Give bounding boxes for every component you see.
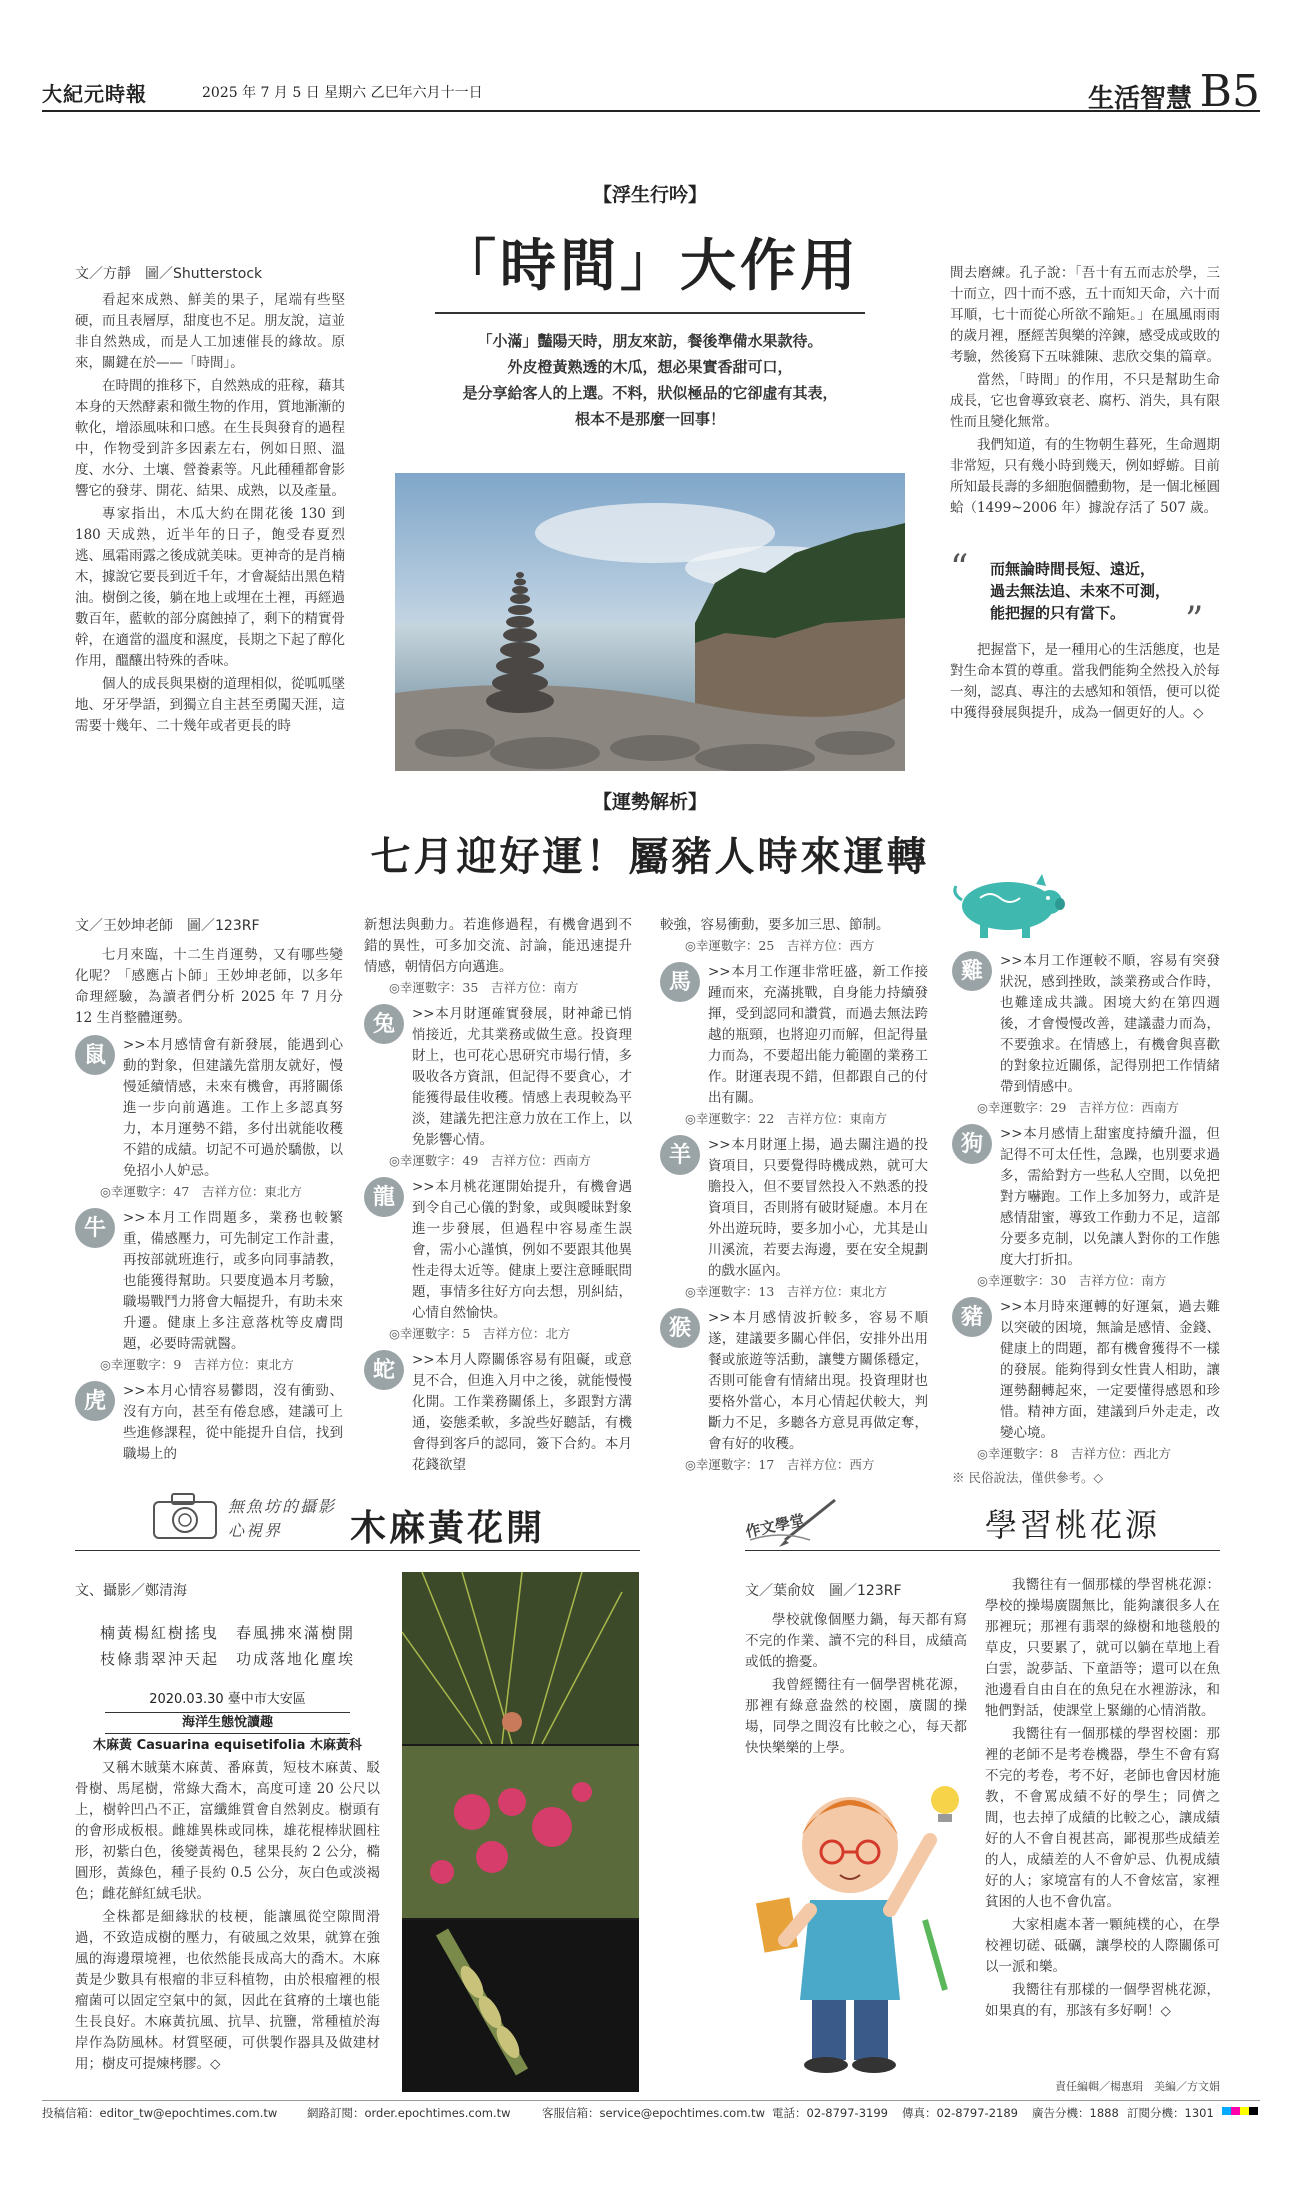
- pig-illustration-icon: [950, 868, 1070, 940]
- sign-tiger: [75, 1381, 343, 1465]
- paragraph: 大家相處本著一顆純樸的心，在學校裡切磋、砥礪，讓學校的人際關係可以一派和樂。: [985, 1917, 1220, 1975]
- zodiac-badge: 雞: [952, 951, 992, 991]
- article2-col1: [75, 915, 343, 1465]
- editor-credits: 責任編輯／楊惠琄 美編／方文娟: [1055, 2080, 1220, 2093]
- sign-goat: [660, 1135, 928, 1282]
- issue-date: 2025 年 7 月 5 日 星期六 乙巳年六月十一日: [202, 85, 483, 101]
- order-link[interactable]: 網路訂閱：order.epochtimes.com.tw: [307, 2106, 511, 2120]
- sign-monkey: [660, 1308, 928, 1455]
- service-email[interactable]: 客服信箱：service@epochtimes.com.tw: [542, 2106, 765, 2120]
- sign-rat: [75, 1035, 343, 1182]
- phone-number: 電話：02-8797-3199: [772, 2106, 888, 2120]
- stacked-stones-photo: [395, 473, 905, 771]
- lucky-info: ◎幸運數字：29 吉祥方位：西南方: [977, 1100, 1179, 1115]
- lucky-info: ◎幸運數字：8 吉祥方位：西北方: [977, 1446, 1171, 1461]
- fax-number: 傳真：02-8797-2189: [902, 2106, 1018, 2120]
- sign-text: >>本月心情容易鬱悶，沒有衝勁、沒有方向，甚至有倦怠感，建議可上些進修課程，從中能提升自信，找到職場上的: [123, 1383, 343, 1462]
- lucky-info: ◎幸運數字：22 吉祥方位：東南方: [685, 1111, 887, 1126]
- article3-column-name: 無魚坊的攝影心視界: [228, 1497, 337, 1540]
- article4-rule: [745, 1550, 1220, 1551]
- paragraph: 新想法與動力。若進修過程，有機會遇到不錯的異性，可多加交流、討論，能迅速提升情感，朝情侶方向邁進。: [364, 917, 632, 975]
- paragraph: 在時間的推移下，自然熟成的莊稼，藉其本身的天然酵素和微生物的作用，質地漸漸的軟化，增添風味和口感。在生長與發育的過程中，作物受到許多因素左右，例如日照、溫度、水分、土壤、營養素等。凡此種種都會影響它的發芽、開花、結果、成熟，以及產量。: [75, 378, 345, 499]
- article4-right-column: [985, 1575, 1220, 2022]
- paragraph: 間去磨練。孔子說：「吾十有五而志於學，三十而立，四十而不惑，五十而知天命，六十而耳順，七十而從心所欲不踰矩。」在風風雨雨的歲月裡，歷經苦與樂的淬鍊，感受成或敗的考驗，然後寫下五味雜陳、悲欣交集的篇章。: [950, 265, 1220, 365]
- quote-line: 能把握的只有當下。: [990, 604, 1126, 622]
- lucky-info: ◎幸運數字：9 吉祥方位：東北方: [100, 1357, 294, 1372]
- camera-icon: [150, 1490, 220, 1542]
- sign-rooster: [952, 951, 1220, 1098]
- caption-line: 木麻黃 Casuarina equisetifolia 木麻黃科: [93, 1738, 362, 1753]
- sign-text: >>本月人際關係容易有阻礙，或意見不合，但進入月中之後，就能慢慢化開。工作業務關係上，多跟對方溝通，姿態柔軟，多說些好聽話，有機會得到客戶的認同，簽下合約。本月花錢欲望: [412, 1352, 632, 1473]
- poem-line: 楠黃楊紅樹搖曳 春風拂來滿樹開: [99, 1624, 355, 1642]
- article1-byline: 文／方靜 圖／Shutterstock: [75, 266, 263, 282]
- zodiac-badge: 羊: [660, 1135, 700, 1175]
- lead-line: 根本不是那麼一回事！: [574, 410, 725, 428]
- sign-pig: [952, 1297, 1220, 1444]
- sign-text: >>本月感情波折較多，容易不順遂，建議要多關心伴侶，安排外出用餐或旅遊等活動，讓雙方關係穩定，否則可能會有情緒出現。投資理財也要格外當心，本月心情起伏較大，判斷力不足，多聽各方意見再做定奪，會有好的收穫。: [708, 1310, 928, 1452]
- paragraph: 又稱木賊葉木麻黃、番麻黃，短枝木麻黃、駁骨樹、馬尾樹，常綠大喬木，高度可達 20 公尺以上，樹幹凹凸不正，富纖維質會自然剝皮。樹頭有的會形成板根。雌雄異株或同株，雄花棍棒狀圓柱形，初紫白色，後變黃褐色，毬果長約 2 公分，橢圓形，黃綠色，種子長約 0.5 公分，灰白色或淡褐色；雌花鮮紅絨毛狀。: [75, 1760, 380, 1902]
- paragraph: 我嚮往有那樣的一個學習桃花源，如果真的有，那該有多好啊！◇: [985, 1982, 1220, 2019]
- lucky-info: ◎幸運數字：47 吉祥方位：東北方: [100, 1184, 302, 1199]
- sign-ox: [75, 1208, 343, 1355]
- sign-horse: [660, 962, 928, 1109]
- newspaper-name: 大紀元時報: [42, 82, 147, 106]
- article2-tag: 【運勢解析】: [592, 791, 707, 813]
- zodiac-badge: 牛: [75, 1208, 115, 1248]
- lucky-info: ◎幸運數字：30 吉祥方位：南方: [977, 1273, 1167, 1288]
- article3-body: [75, 1758, 380, 2075]
- article1-right-column: [950, 263, 1220, 519]
- zodiac-badge: 虎: [75, 1381, 115, 1421]
- close-quote-icon: ”: [1185, 600, 1204, 641]
- article2-col3: [660, 915, 928, 1479]
- lucky-info: ◎幸運數字：35 吉祥方位：南方: [389, 980, 579, 995]
- paragraph: 我們知道，有的生物朝生暮死，生命週期非常短，只有幾小時到幾天，例如蜉蝣。目前所知最長壽的多細胞個體動物，是一個北極圓蛤（1499~2006 年）據說存活了 507 歲。: [950, 437, 1220, 516]
- article1-title: 「時間」大作用: [440, 233, 860, 299]
- quote-line: 而無論時間長短、遠近，: [990, 560, 1156, 578]
- article2-byline: 文／王妙坤老師 圖／123RF: [75, 918, 260, 934]
- title-rule: [435, 312, 865, 314]
- sign-text: >>本月財運確實發展，財神爺已悄悄接近，尤其業務或做生意。投資理財上，也可花心思研究市場行情，多吸收各方資訊，但記得不要貪心，才能獲得最佳收穫。情感上表現較為平淡，建議先把注意力放在工作上，以免影響心情。: [412, 1006, 632, 1148]
- paragraph: 全株都是細緣狀的枝梗，能讓風從空隙間滑過，不致造成樹的壓力，有破風之效果，就算在強風的海邊環境裡，也依然能長成高大的喬木。木麻黃是少數具有根瘤的非豆科植物，由於根瘤裡的根瘤菌可以固定空氣中的氮，因此在貧瘠的土壤也能生長良好。木麻黃抗風、抗旱、抗鹽，常種植於海岸作為防風林。材質堅硬，可供製作器具及做建材用；樹皮可提煉栲膠。◇: [75, 1909, 380, 2072]
- page-footer: [42, 2100, 1260, 2120]
- article3-title: 木麻黃花開: [350, 1507, 546, 1549]
- caption-line: 2020.03.30 臺中市大安區: [149, 1692, 306, 1707]
- paragraph: 我曾經嚮往有一個學習桃花源，那裡有綠意盎然的校園，廣闊的操場，同學之間沒有比較之心，每天都快快樂樂的上學。: [745, 1677, 967, 1756]
- sign-dragon: [364, 1177, 632, 1324]
- paragraph: 專家指出，木瓜大約在開花後 130 到 180 天成熟，近半年的日子，飽受春夏烈逃、風霜雨露之後成就美味。更神奇的是肖楠木，據說它要長到近千年，才會凝結出黑色精油。樹倒之後，躺在地上或埋在土裡，再經過數百年，藍軟的部分腐蝕掉了，剩下的精實骨幹，在適當的溫度和濕度，長期之下起了醇化作用，醞釀出特殊的香味。: [75, 506, 345, 669]
- zodiac-badge: 馬: [660, 962, 700, 1002]
- zodiac-badge: 蛇: [364, 1350, 404, 1390]
- sign-snake: [364, 1350, 632, 1476]
- open-quote-icon: “: [950, 548, 969, 589]
- sign-text: >>本月財運上揚，過去關注過的投資項目，只要覺得時機成熟，就可大膽投入，但不要冒然投入不熟悉的投資項目，否則將有破財疑慮。本月在外出遊玩時，要多加小心，尤其是山川溪流，若要去海邊，要在安全規劃的戲水區內。: [708, 1137, 928, 1279]
- zodiac-badge: 鼠: [75, 1035, 115, 1075]
- caption-line: 海洋生態悅讀趣: [105, 1712, 350, 1734]
- submit-email[interactable]: 投稿信箱：editor_tw@epochtimes.com.tw: [42, 2106, 278, 2120]
- paragraph: 個人的成長與果樹的道理相似，從呱呱墜地、牙牙學語，到獨立自主甚至勇闖天涯，這需要十幾年、二十幾年或者更長的時: [75, 676, 345, 734]
- lead-line: 外皮橙黃熟透的木瓜，想必果實香甜可口，: [507, 358, 793, 376]
- article4-title: 學習桃花源: [985, 1506, 1161, 1544]
- color-registration-mark: [1222, 2107, 1258, 2115]
- masthead: [42, 66, 1260, 117]
- sign-text: >>本月感情會有新發展，能遇到心動的對象，但建議先當朋友就好，慢慢延續情感，未來有機會，再將關係進一步向前邁進。工作上多認真努力，本月運勢不錯，多付出就能收穫不錯的成績。切記不可過於驕傲，以免招小人妒忌。: [123, 1037, 343, 1179]
- zodiac-badge: 狗: [952, 1124, 992, 1164]
- student-illustration: [730, 1760, 970, 2080]
- subscription-extension: 訂閱分機：1301: [1127, 2106, 1214, 2120]
- article3-rule: [75, 1550, 640, 1551]
- zodiac-badge: 龍: [364, 1177, 404, 1217]
- zodiac-badge: 豬: [952, 1297, 992, 1337]
- poem-line: 枝條翡翠沖天起 功成落地化塵埃: [99, 1650, 355, 1668]
- disclaimer: ※ 民俗說法，僅供參考。◇: [952, 1470, 1104, 1485]
- article2-col4: [952, 945, 1220, 1492]
- sign-text: >>本月感情上甜蜜度持續升溫，但記得不可太任性，急躁，也別要求過多，需給對方一些私人空間，以免把對方嚇跑。工作上多加努力，或許是感情甜蜜，導致工作動力不足，這部分要多克制，以免讓人對你的工作態度大打折扣。: [1000, 1126, 1220, 1268]
- article1-left-column: [75, 290, 345, 737]
- article1-closing: [950, 640, 1220, 724]
- sign-text: >>本月桃花運開始提升，有機會遇到令自己心儀的對象，或與曖昧對象進一步發展，但過程中容易產生誤會，需小心謹慎，例如不要跟其他異性走得太近等。健康上要注意睡眠問題，事情多往好方向去想，別糾結，心情自然愉快。: [412, 1179, 632, 1321]
- article4-column-name: 作文學堂: [743, 1510, 807, 1542]
- sign-rabbit: [364, 1004, 632, 1151]
- poem: [75, 1620, 380, 1672]
- article1-lead: [395, 328, 905, 432]
- quote-line: 過去無法追、未來不可測，: [990, 582, 1171, 600]
- lucky-info: ◎幸運數字：13 吉祥方位：東北方: [685, 1284, 887, 1299]
- paragraph: 看起來成熟、鮮美的果子，尾端有些堅硬，而且表層厚，甜度也不足。朋友說，這並非自然熟成，而是人工加速催長的緣故。原來，關鍵在於——「時間」。: [75, 292, 345, 371]
- article3-byline: 文、攝影／鄭清海: [75, 1583, 187, 1599]
- sign-text: >>本月工作問題多，業務也較繁重，備感壓力，可先制定工作計畫，再按部就班進行，或多向同事請教，也能獲得幫助。只要度過本月考驗，職場戰鬥力將會大幅提升，有助未來升遷。健康上多注意落枕等皮膚問題，必要時需就醫。: [123, 1210, 343, 1352]
- pull-quote: [990, 558, 1210, 624]
- article4-left-column: [745, 1610, 967, 1759]
- ad-extension: 廣告分機：1888: [1032, 2106, 1119, 2120]
- article2-title: 七月迎好運！屬豬人時來運轉: [370, 833, 930, 880]
- intro-paragraph: 七月來臨，十二生肖運勢，又有哪些變化呢？「感應占卜師」王妙坤老師，以多年命理經驗，為讀者們分析 2025 年 7 月分 12 生肖整體運勢。: [75, 947, 343, 1026]
- zodiac-badge: 猴: [660, 1308, 700, 1348]
- lead-line: 是分享給客人的上選。不料，狀似極品的它卻虛有其表，: [462, 384, 838, 402]
- lead-line: 「小滿」豔陽天時，朋友來訪，餐後準備水果款待。: [477, 332, 823, 350]
- section-name: 生活智慧: [1087, 84, 1192, 114]
- lucky-info: ◎幸運數字：49 吉祥方位：西南方: [389, 1153, 591, 1168]
- paragraph: 我嚮往有一個那樣的學習校園：那裡的老師不是考卷機器，學生不會有寫不完的考卷，考不好，老師也會因材施教，不會罵成績不好的學生；同儕之間，也去掉了成績的比較之心，讓成績好的人不會自視甚高，鄙視那些成績差的人，成績差的人不會妒忌、仇視成績好的人；家境富有的人不會炫富，家裡貧困的人也不會仇富。: [985, 1726, 1220, 1910]
- lucky-info: ◎幸運數字：25 吉祥方位：西方: [685, 938, 875, 953]
- casuarina-flower-photos: [402, 1572, 639, 2092]
- article1-tag: 【浮生行吟】: [592, 184, 707, 206]
- paragraph: 較強，容易衝動，要多加三思、節制。: [660, 917, 890, 933]
- article2-col2: [364, 915, 632, 1476]
- article4-byline: 文／葉俞妏 圖／123RF: [745, 1583, 902, 1599]
- lucky-info: ◎幸運數字：5 吉祥方位：北方: [389, 1326, 571, 1341]
- page-number: B5: [1199, 66, 1260, 117]
- paragraph: 當然，「時間」的作用，不只是幫助生命成長，它也會導致衰老、腐朽、消失，具有限性而且變化無常。: [950, 372, 1220, 430]
- sign-text: >>本月工作運較不順，容易有突發狀況，感到挫敗，談業務或合作時，也難達成共識。困境大約在第四週後，才會慢慢改善，建議盡力而為，不要強求。在情感上，有機會與喜歡的對象拉近關係，記得別把工作情緒帶到情感中。: [1000, 953, 1220, 1095]
- paragraph: 學校就像個壓力鍋，每天都有寫不完的作業、讀不完的科目，成績高或低的擔憂。: [745, 1612, 967, 1670]
- paragraph: 我嚮往有一個那樣的學習桃花源：學校的操場廣闊無比，能夠讓很多人在那裡玩；那裡有翡翠的綠樹和地毯般的草皮，只要累了，就可以躺在草地上看白雲，說夢話、下童語等；還可以在魚池邊看自由自在的魚兒在水裡游泳，和牠們對話，使課堂上緊繃的心情消散。: [985, 1577, 1220, 1719]
- sign-dog: [952, 1124, 1220, 1271]
- zodiac-badge: 兔: [364, 1004, 404, 1044]
- photo-caption: [75, 1690, 380, 1756]
- sign-text: >>本月工作運非常旺盛，新工作接踵而來，充滿挑戰，自身能力持續發揮，受到認同和讚賞，而過去無法跨越的瓶頸，也將迎刃而解，但記得量力而為，不要超出能力範圍的業務工作。財運表現不錯，但都跟自己的付出有關。: [708, 964, 928, 1106]
- lucky-info: ◎幸運數字：17 吉祥方位：西方: [685, 1457, 875, 1472]
- paragraph: 把握當下，是一種用心的生活態度，也是對生命本質的尊重。當我們能夠全然投入於每一刻，認真、專注的去感知和領悟，便可以從中獲得發展與提升，成為一個更好的人。◇: [950, 642, 1220, 721]
- sign-text: >>本月時來運轉的好運氣，過去難以突破的困境，無論是感情、金錢、健康上的問題，都有機會獲得不一樣的發展。能夠得到女性貴人相助，讓運勢翻轉起來，一定要懂得感恩和珍惜。精神方面，建議到戶外走走，改變心境。: [1000, 1299, 1220, 1441]
